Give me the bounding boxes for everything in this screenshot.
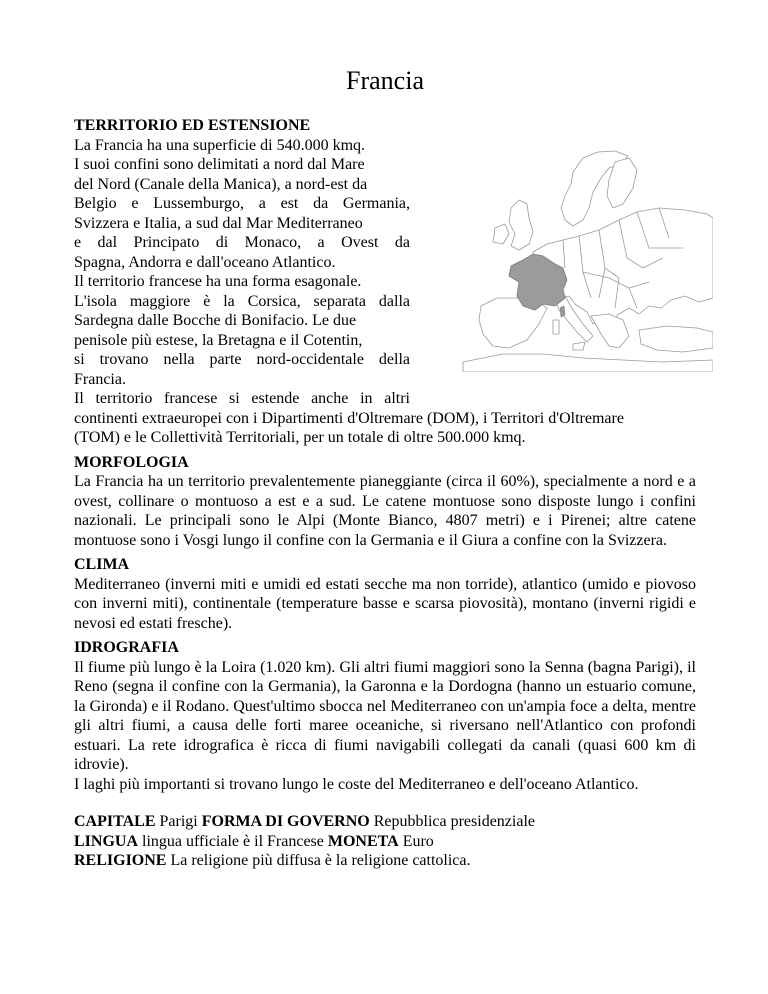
governo-label: FORMA DI GOVERNO bbox=[201, 813, 370, 830]
capitale-value: Parigi bbox=[155, 813, 202, 830]
idrografia-heading: IDROGRAFIA bbox=[74, 639, 179, 656]
sardinia-shape bbox=[553, 320, 559, 334]
territorio-line: si trovano nella parte nord-occidentale della bbox=[74, 351, 410, 368]
turkey-shape bbox=[639, 326, 713, 352]
territorio-narrow-text bbox=[74, 136, 410, 409]
territorio-line: I suoi confini sono delimitati a nord dal Mare bbox=[74, 156, 365, 173]
idrografia-section bbox=[74, 638, 696, 794]
territorio-line: e dal Principato di Monaco, a Ovest da bbox=[74, 234, 410, 251]
europe-map-icon bbox=[423, 148, 713, 372]
lingua-value: lingua ufficiale è il Francese bbox=[138, 832, 328, 850]
morfologia-heading: MORFOLOGIA bbox=[74, 453, 189, 471]
page-title: Francia bbox=[346, 66, 424, 95]
clima-text: Mediterraneo (inverni miti e umidi ed estati secche ma non torride), atlantico (umido e piovoso con inverni miti), continentale (temperature basse e scarsa piovosità), montano (inverni rigidi e nevosi ed estati fresche). bbox=[74, 575, 696, 632]
info-line-capitale bbox=[74, 812, 696, 832]
idrografia-text: Il fiume più lungo è la Loira (1.020 km). Gli altri fiumi maggiori sono la Senna (bagna Parigi), il Reno (segna il confine con la Germania), la Garonna e la Dordogna (hanno un estuario comune, la Gironda) e il Rodano. Quest'ultimo sbocca nel Mediterraneo con un'ampia foce a delta, mentre gli altri fiumi, a causa delle forti maree oceaniche, si riversano nell'Atlantico con profondi estuari. La rete idrografica è ricca di fiumi navigabili collegati da canali (quasi 600 km di idrovie). bbox=[74, 658, 696, 773]
territorio-line: La Francia ha una superficie di 540.000 kmq. bbox=[74, 136, 366, 154]
clima-heading: CLIMA bbox=[74, 556, 130, 573]
info-line-lingua bbox=[74, 832, 696, 852]
north-africa-shape bbox=[463, 354, 713, 372]
territorio-line: L'isola maggiore è la Corsica, separata dalla bbox=[74, 292, 410, 310]
info-line-religione bbox=[74, 851, 696, 871]
territorio-line: penisole più estese, la Bretagna e il Cotentin, bbox=[74, 331, 363, 349]
moneta-value: Euro bbox=[398, 832, 434, 850]
info-block bbox=[74, 812, 696, 871]
territorio-line: Il territorio francese ha una forma esagonale. bbox=[74, 273, 362, 290]
corsica-shape bbox=[560, 306, 565, 317]
territorio-heading: TERRITORIO ED ESTENSIONE bbox=[74, 117, 311, 134]
territorio-line: (TOM) e le Collettività Territoriali, per un totale di oltre 500.000 kmq. bbox=[74, 429, 526, 446]
document-page bbox=[74, 0, 696, 871]
territorio-line: Svizzera e Italia, a sud dal Mar Mediterraneo bbox=[74, 214, 363, 232]
ireland-shape bbox=[493, 224, 509, 244]
territorio-line: continenti extraeuropei con i Dipartimenti d'Oltremare (DOM), i Territori d'Oltremare bbox=[74, 409, 624, 427]
governo-value: Repubblica presidenziale bbox=[369, 813, 535, 830]
sicily-shape bbox=[573, 342, 585, 350]
europe-map-svg bbox=[423, 148, 713, 372]
clima-section bbox=[74, 555, 696, 633]
territorio-line: Belgio e Lussemburgo, a est da Germania, bbox=[74, 195, 410, 212]
idrografia-text-2: I laghi più importanti si trovano lungo le coste del Mediterraneo e dell'oceano Atlantico. bbox=[74, 775, 639, 793]
lingua-label: LINGUA bbox=[74, 832, 139, 850]
territorio-line: Spagna, Andorra e dall'oceano Atlantico. bbox=[74, 253, 336, 271]
territorio-line: Il territorio francese si estende anche in altri bbox=[74, 390, 410, 407]
religione-label: RELIGIONE bbox=[74, 852, 167, 869]
territorio-line: del Nord (Canale della Manica), a nord-est da bbox=[74, 175, 368, 193]
territorio-section bbox=[74, 116, 696, 448]
morfologia-section bbox=[74, 453, 696, 551]
moneta-label: MONETA bbox=[327, 832, 399, 850]
capitale-label: CAPITALE bbox=[74, 813, 156, 830]
territorio-line: Sardegna dalle Bocche di Bonifacio. Le due bbox=[74, 312, 357, 329]
balkans-shape bbox=[591, 314, 629, 348]
religione-value: La religione più diffusa è la religione cattolica. bbox=[166, 852, 471, 869]
morfologia-text: La Francia ha un territorio prevalentemente pianeggiante (circa il 60%), specialmente a nord e a ovest, collinare o montuoso a est e a sud. Le catene montuose sono disposte lungo i confini nazionali. Le principali sono le Alpi (Monte Bianco, 4807 metri) e i Pirenei; altre catene montuose sono i Vosgi lungo il confine con la Germania e il Giura a confine con la Svizzera. bbox=[74, 473, 696, 549]
uk-shape bbox=[509, 200, 533, 250]
territorio-line: Francia. bbox=[74, 370, 126, 388]
